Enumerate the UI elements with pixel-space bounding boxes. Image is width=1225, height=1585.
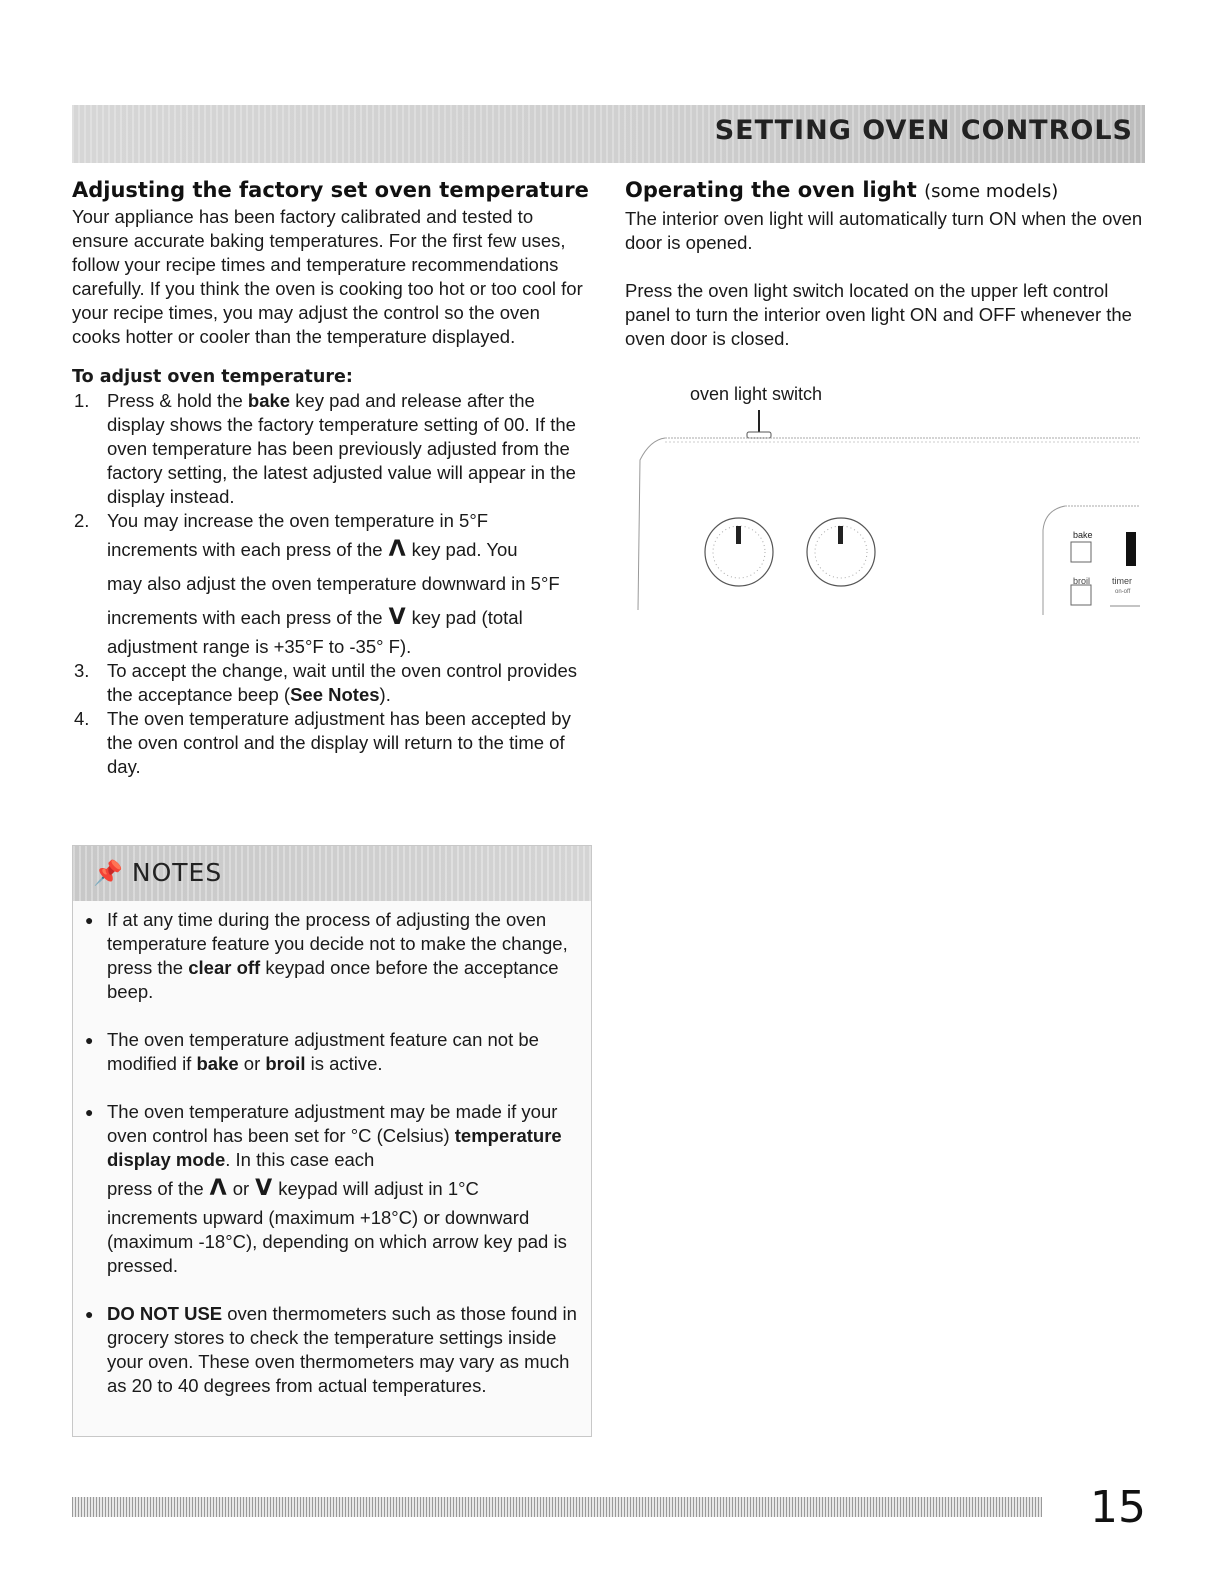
bullet-icon: ●: [85, 1104, 94, 1120]
step-2: 2. You may increase the oven temperature in 5°F increments with each press of the Λ key pad. You may also adjust the oven temperature downward in 5°F increments with each press of the V key pad (total adjustment range is +35°F to -35° F).: [74, 510, 560, 657]
oven-light-para-2: Press the oven light switch located on the upper left control panel to turn the interior oven light ON and OFF whenever the oven door is closed.: [625, 280, 1132, 349]
oven-light-para-1: The interior oven light will automatically turn ON when the oven door is opened.: [625, 208, 1143, 253]
notes-header-band: [73, 846, 591, 901]
control-panel-illustration: [635, 380, 1145, 620]
bullet-icon: ●: [85, 912, 94, 928]
step-4: 4. The oven temperature adjustment has been accepted by the oven control and the display will return to the time of day.: [74, 708, 571, 777]
section-title: SETTING OVEN CONTROLS: [714, 115, 1133, 146]
oven-knob-right: [807, 518, 875, 586]
adjust-temperature-heading: Adjusting the factory set oven temperature: [72, 178, 589, 202]
right-column: [625, 175, 1155, 351]
step-1: 1. Press & hold the bake key pad and release after the display shows the factory temperature setting of 00. If the oven temperature has been previously adjusted from the factory setting, the latest adjusted value will appear in the display instead.: [74, 390, 576, 507]
note-3: ● The oven temperature adjustment may be made if your oven control has been set for °C (Celsius) temperature display mode. In this case each press of the Λ or V keypad will adjust in 1°C increments upward (maximum +18°C) or downward (maximum -18°C), depending on which arrow key pad is pressed.: [85, 1101, 567, 1276]
up-arrow-icon: Λ: [388, 537, 406, 562]
up-arrow-icon: Λ: [209, 1176, 227, 1201]
page-number: 15: [1090, 1482, 1146, 1533]
section-header-band: [72, 105, 1145, 163]
oven-knob-left: [705, 518, 773, 586]
broil-key-label: broil: [1073, 576, 1091, 586]
adjust-steps-list: [72, 389, 592, 779]
notes-list: [83, 908, 578, 1422]
step-3: 3. To accept the change, wait until the oven control provides the acceptance beep (See Notes).: [74, 660, 577, 705]
oven-light-heading: Operating the oven light (some models): [625, 178, 1059, 202]
left-column: [72, 175, 592, 779]
on-off-key-label: on-off: [1115, 589, 1131, 595]
bake-key-label: bake: [1073, 530, 1093, 540]
oven-light-switch-label: oven light switch: [690, 384, 823, 404]
adjust-steps-subheading: To adjust oven temperature:: [72, 367, 353, 387]
down-arrow-icon: V: [255, 1176, 273, 1201]
timer-key-label: timer: [1112, 576, 1132, 586]
bullet-icon: ●: [85, 1306, 94, 1322]
adjust-temperature-intro: Your appliance has been factory calibrated and tested to ensure accurate baking temperatures. For the first few uses, follow your recipe times and temperature recommendations carefully. If you think the oven is cooking too hot or too cool for your recipe times, you may adjust the control so the oven cooks hotter or cooler than the temperature displayed.: [72, 206, 583, 347]
notes-title: NOTES: [131, 858, 223, 887]
down-arrow-icon: V: [388, 605, 406, 630]
footer-band: [72, 1497, 1042, 1517]
notes-box: [72, 845, 592, 1437]
note-4: ● DO NOT USE oven thermometers such as those found in grocery stores to check the temperature settings inside your oven. These oven thermometers may vary as much as 20 to 40 degrees from actual temperatures.: [85, 1303, 577, 1396]
control-panel-diagram: [635, 380, 1145, 620]
pushpin-icon: 📌: [93, 859, 124, 887]
note-2: ● The oven temperature adjustment feature can not be modified if bake or broil is active.: [85, 1029, 539, 1074]
bullet-icon: ●: [85, 1032, 94, 1048]
note-1: ● If at any time during the process of adjusting the oven temperature feature you decide not to make the change, press the clear off keypad once before the acceptance beep.: [85, 909, 568, 1002]
